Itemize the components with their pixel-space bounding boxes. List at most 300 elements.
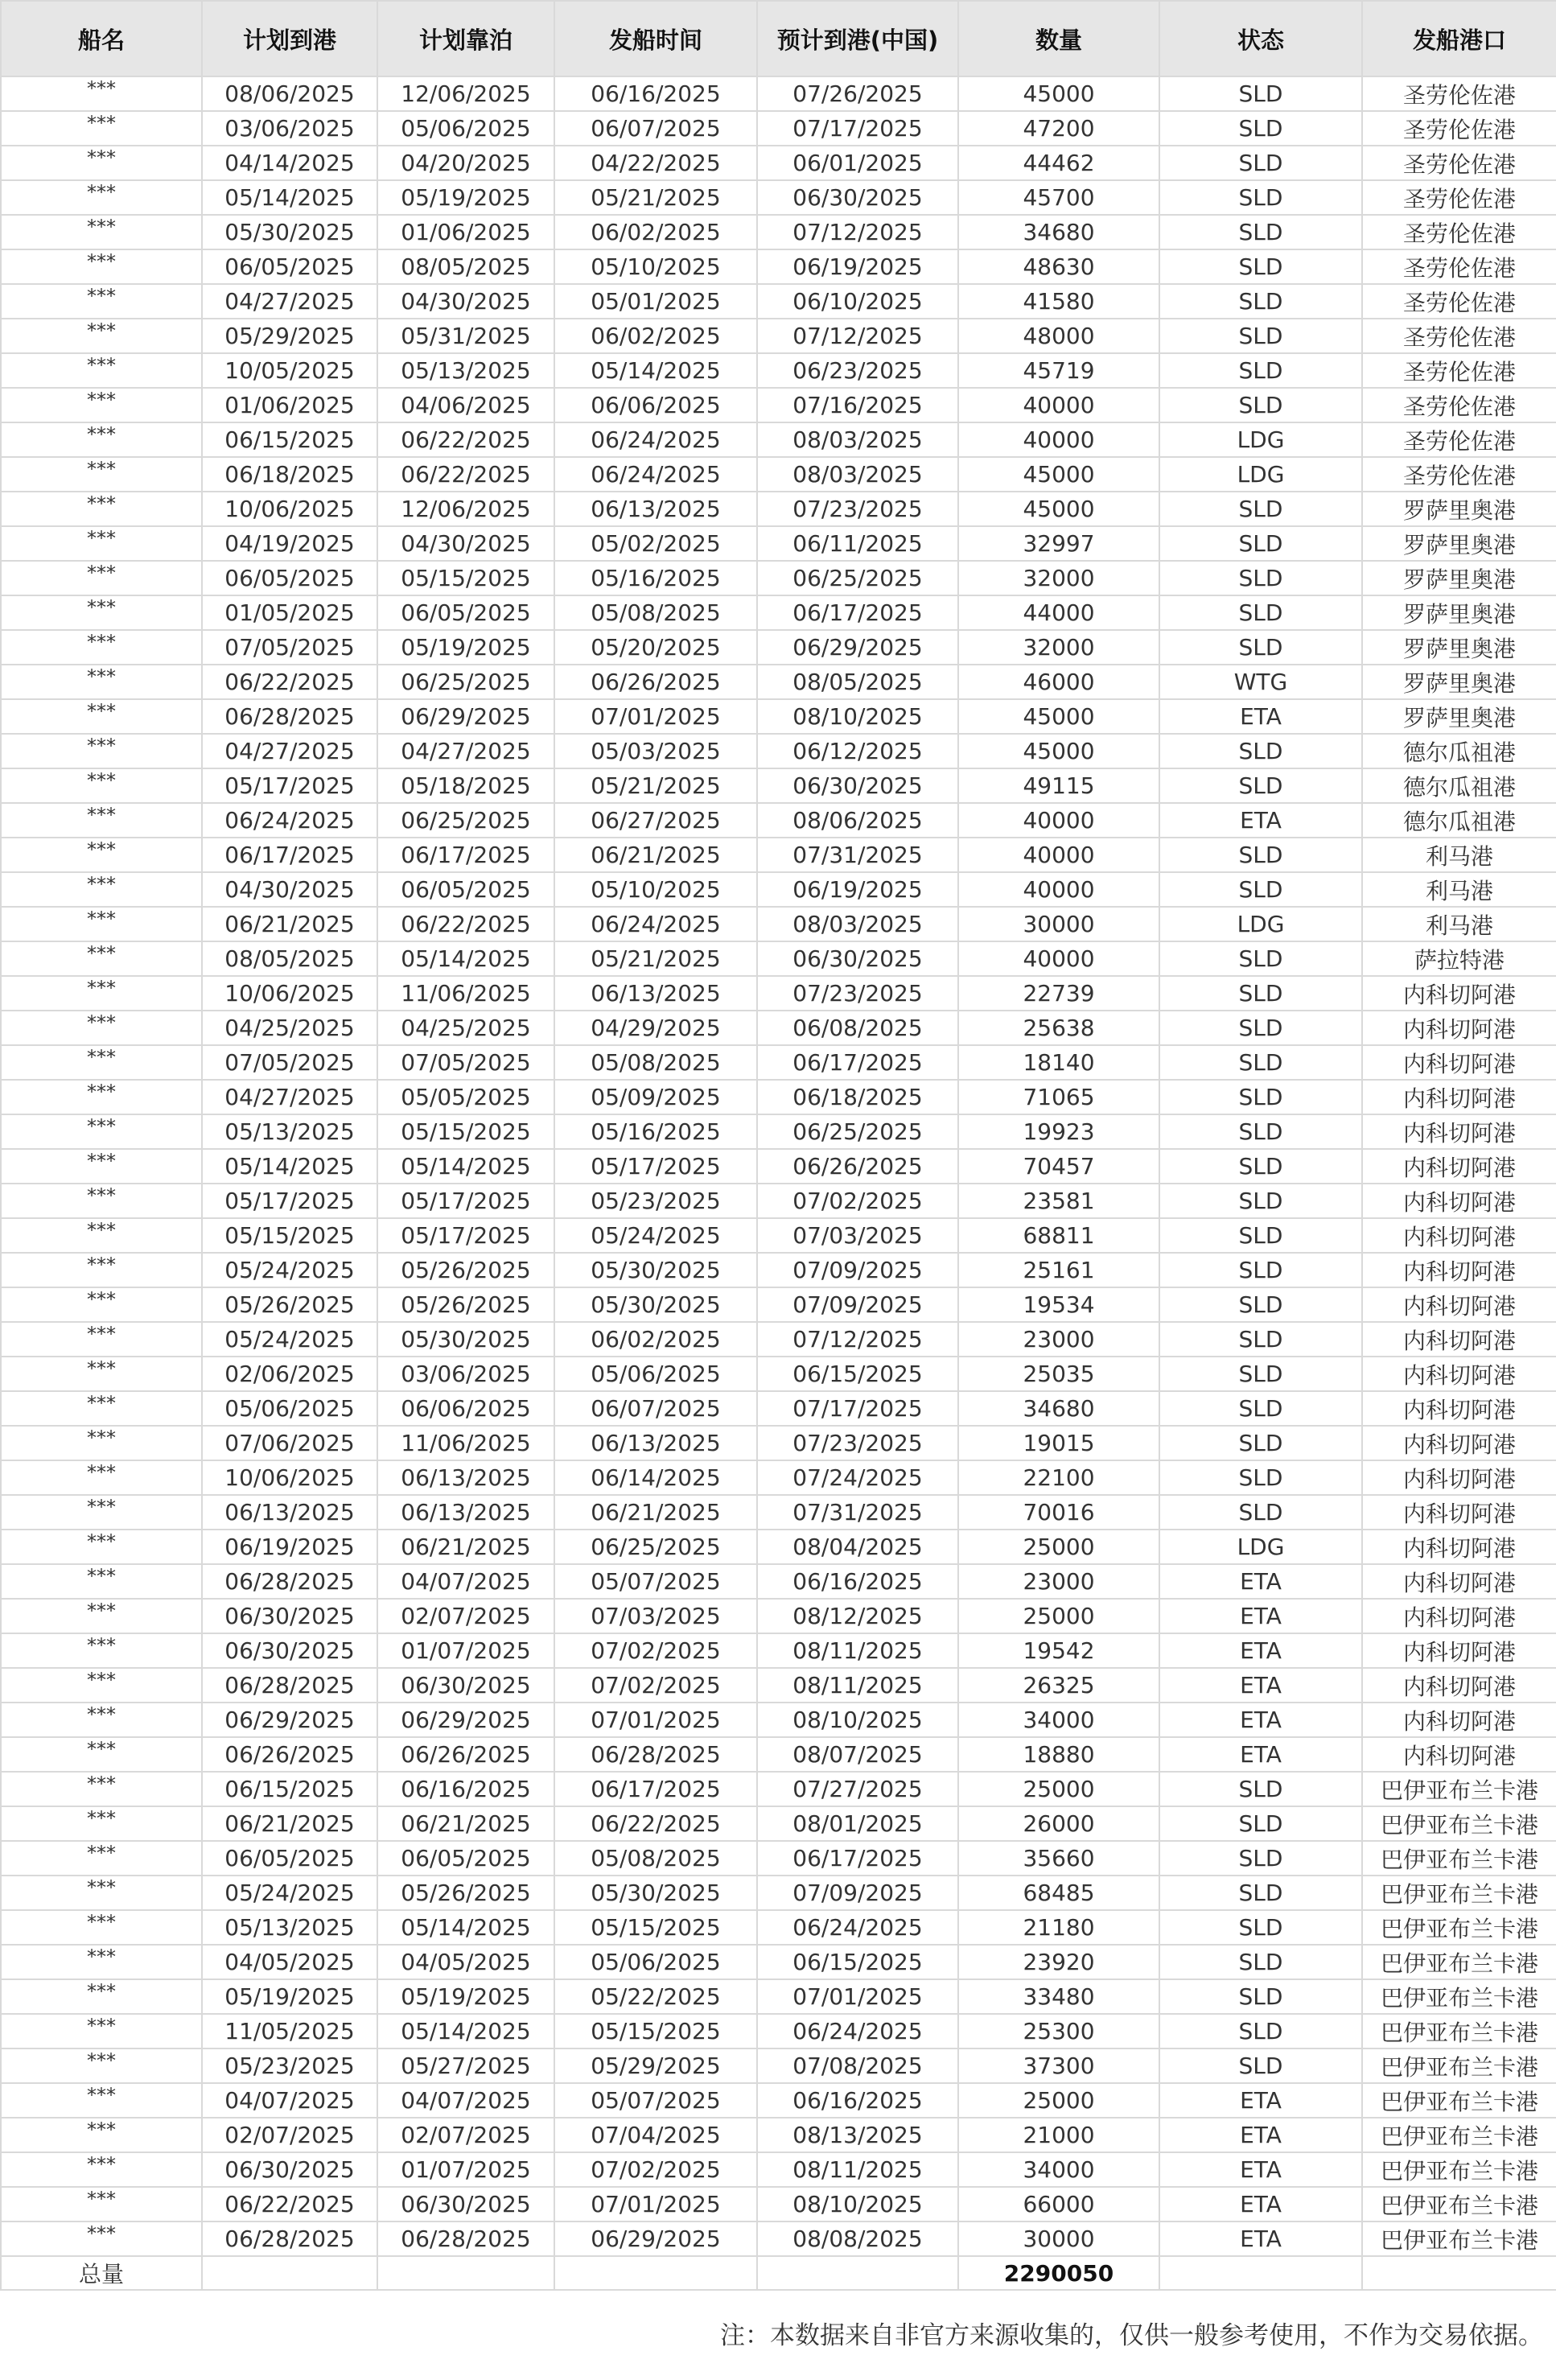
departure-port-cell: 圣劳伦佐港 [1362,76,1556,111]
planned-arrival-cell: 05/19/2025 [202,1979,377,2014]
departure-time-cell: 06/22/2025 [554,1806,757,1841]
quantity-cell: 34680 [958,1391,1159,1426]
status-cell: ETA [1159,2118,1362,2152]
status-cell: SLD [1159,1045,1362,1080]
table-row [1,526,1556,561]
departure-time-cell: 05/17/2025 [554,1149,757,1184]
planned-arrival-cell: 04/14/2025 [202,146,377,180]
total-empty-cell [1362,2256,1556,2290]
planned-berthing-cell: 04/06/2025 [377,388,554,422]
departure-time-cell: 06/13/2025 [554,492,757,526]
table-row [1,1287,1556,1322]
table-row [1,1184,1556,1218]
vessel-name-cell: *** [1,1391,202,1426]
eta-china-cell: 08/10/2025 [757,2187,958,2221]
planned-arrival-cell: 06/19/2025 [202,1530,377,1564]
departure-port-cell: 巴伊亚布兰卡港 [1362,2152,1556,2187]
status-cell: SLD [1159,561,1362,595]
vessel-name-cell: *** [1,941,202,976]
quantity-cell: 41580 [958,284,1159,319]
departure-port-cell: 巴伊亚布兰卡港 [1362,2049,1556,2083]
departure-port-cell: 内科切阿港 [1362,1149,1556,1184]
vessel-name-cell: *** [1,595,202,630]
departure-port-cell: 圣劳伦佐港 [1362,422,1556,457]
eta-china-cell: 08/11/2025 [757,1633,958,1668]
quantity-cell: 25000 [958,1599,1159,1633]
vessel-name-cell: *** [1,1945,202,1979]
eta-china-cell: 08/06/2025 [757,803,958,838]
planned-berthing-cell: 05/17/2025 [377,1184,554,1218]
planned-berthing-cell: 06/17/2025 [377,838,554,872]
quantity-cell: 35660 [958,1841,1159,1876]
planned-arrival-cell: 05/30/2025 [202,215,377,249]
planned-berthing-cell: 01/07/2025 [377,2152,554,2187]
table-row [1,768,1556,803]
departure-port-cell: 德尔瓜祖港 [1362,768,1556,803]
departure-time-cell: 06/24/2025 [554,422,757,457]
departure-time-cell: 05/07/2025 [554,2083,757,2118]
planned-arrival-cell: 10/06/2025 [202,492,377,526]
eta-china-cell: 07/31/2025 [757,1495,958,1530]
status-cell: SLD [1159,1979,1362,2014]
planned-arrival-cell: 06/22/2025 [202,665,377,699]
departure-port-cell: 内科切阿港 [1362,1460,1556,1495]
vessel-name-cell: *** [1,388,202,422]
departure-port-cell: 利马港 [1362,907,1556,941]
status-cell: ETA [1159,1599,1362,1633]
disclaimer-footnote: 注：本数据来自非官方来源收集的，仅供一般参考使用，不作为交易依据。 [720,2321,1543,2350]
status-cell: ETA [1159,1633,1362,1668]
planned-arrival-cell: 04/27/2025 [202,284,377,319]
planned-arrival-cell: 05/29/2025 [202,319,377,353]
status-cell: SLD [1159,1184,1362,1218]
departure-time-cell: 04/22/2025 [554,146,757,180]
total-empty-cell [757,2256,958,2290]
status-cell: SLD [1159,595,1362,630]
vessel-name-cell: *** [1,180,202,215]
table-row [1,803,1556,838]
planned-arrival-cell: 02/07/2025 [202,2118,377,2152]
departure-time-cell: 06/29/2025 [554,2221,757,2256]
planned-arrival-cell: 05/14/2025 [202,1149,377,1184]
planned-berthing-cell: 06/22/2025 [377,422,554,457]
departure-time-cell: 04/29/2025 [554,1011,757,1045]
table-row [1,1737,1556,1772]
quantity-cell: 48000 [958,319,1159,353]
departure-time-cell: 05/03/2025 [554,734,757,768]
eta-china-cell: 07/24/2025 [757,1460,958,1495]
planned-berthing-cell: 05/19/2025 [377,180,554,215]
status-cell: SLD [1159,353,1362,388]
departure-port-cell: 内科切阿港 [1362,1633,1556,1668]
planned-arrival-cell: 06/05/2025 [202,561,377,595]
planned-berthing-cell: 11/06/2025 [377,1426,554,1460]
planned-arrival-cell: 06/05/2025 [202,249,377,284]
status-cell: LDG [1159,422,1362,457]
total-quantity: 2290050 [958,2256,1159,2290]
status-cell: SLD [1159,1218,1362,1253]
planned-berthing-cell: 06/30/2025 [377,1668,554,1703]
vessel-name-cell: *** [1,526,202,561]
quantity-cell: 68811 [958,1218,1159,1253]
status-cell: SLD [1159,2049,1362,2083]
vessel-name-cell: *** [1,1737,202,1772]
eta-china-cell: 07/26/2025 [757,76,958,111]
departure-port-cell: 内科切阿港 [1362,1011,1556,1045]
departure-port-cell: 内科切阿港 [1362,1045,1556,1080]
planned-berthing-cell: 05/06/2025 [377,111,554,146]
status-cell: SLD [1159,1080,1362,1114]
departure-time-cell: 05/01/2025 [554,284,757,319]
quantity-cell: 40000 [958,838,1159,872]
planned-arrival-cell: 05/24/2025 [202,1322,377,1357]
eta-china-cell: 06/29/2025 [757,630,958,665]
quantity-cell: 23000 [958,1322,1159,1357]
departure-port-cell: 利马港 [1362,838,1556,872]
planned-berthing-cell: 06/21/2025 [377,1806,554,1841]
departure-time-cell: 07/03/2025 [554,1599,757,1633]
status-cell: ETA [1159,1668,1362,1703]
departure-port-cell: 内科切阿港 [1362,1426,1556,1460]
planned-arrival-cell: 05/17/2025 [202,1184,377,1218]
departure-port-cell: 罗萨里奥港 [1362,665,1556,699]
departure-time-cell: 05/14/2025 [554,353,757,388]
quantity-cell: 26325 [958,1668,1159,1703]
departure-time-cell: 06/17/2025 [554,1772,757,1806]
departure-time-cell: 07/02/2025 [554,2152,757,2187]
status-cell: SLD [1159,249,1362,284]
status-cell: ETA [1159,2152,1362,2187]
quantity-cell: 22100 [958,1460,1159,1495]
departure-time-cell: 05/10/2025 [554,249,757,284]
eta-china-cell: 08/13/2025 [757,2118,958,2152]
planned-berthing-cell: 06/25/2025 [377,665,554,699]
table-row [1,941,1556,976]
vessel-name-cell: *** [1,976,202,1011]
departure-time-cell: 05/21/2025 [554,768,757,803]
quantity-cell: 40000 [958,803,1159,838]
planned-arrival-cell: 05/17/2025 [202,768,377,803]
departure-time-cell: 05/21/2025 [554,180,757,215]
eta-china-cell: 06/11/2025 [757,526,958,561]
table-row [1,1426,1556,1460]
departure-port-cell: 圣劳伦佐港 [1362,111,1556,146]
departure-time-cell: 05/08/2025 [554,1045,757,1080]
departure-port-cell: 内科切阿港 [1362,1184,1556,1218]
departure-time-cell: 05/10/2025 [554,872,757,907]
vessel-name-cell: *** [1,699,202,734]
status-cell: SLD [1159,1806,1362,1841]
table-body [1,76,1556,2256]
status-cell: SLD [1159,146,1362,180]
departure-time-cell: 06/07/2025 [554,1391,757,1426]
departure-time-cell: 06/16/2025 [554,76,757,111]
eta-china-cell: 06/16/2025 [757,2083,958,2118]
vessel-name-cell: *** [1,1806,202,1841]
planned-berthing-cell: 04/25/2025 [377,1011,554,1045]
eta-china-cell: 08/03/2025 [757,422,958,457]
vessel-name-cell: *** [1,2187,202,2221]
departure-time-cell: 05/06/2025 [554,1945,757,1979]
status-cell: SLD [1159,1253,1362,1287]
vessel-name-cell: *** [1,1218,202,1253]
planned-berthing-cell: 06/26/2025 [377,1737,554,1772]
departure-time-cell: 05/29/2025 [554,2049,757,2083]
departure-port-cell: 罗萨里奥港 [1362,561,1556,595]
planned-arrival-cell: 06/05/2025 [202,1841,377,1876]
table-row [1,76,1556,111]
planned-arrival-cell: 04/05/2025 [202,1945,377,1979]
eta-china-cell: 06/15/2025 [757,1357,958,1391]
departure-time-cell: 05/16/2025 [554,1114,757,1149]
vessel-name-cell: *** [1,492,202,526]
vessel-name-cell: *** [1,768,202,803]
status-cell: WTG [1159,665,1362,699]
status-cell: SLD [1159,2014,1362,2049]
eta-china-cell: 08/12/2025 [757,1599,958,1633]
eta-china-cell: 07/23/2025 [757,1426,958,1460]
table-row [1,630,1556,665]
eta-china-cell: 07/03/2025 [757,1218,958,1253]
status-cell: ETA [1159,2083,1362,2118]
status-cell: ETA [1159,1737,1362,1772]
departure-time-cell: 06/06/2025 [554,388,757,422]
planned-arrival-cell: 04/25/2025 [202,1011,377,1045]
vessel-name-cell: *** [1,1772,202,1806]
departure-port-cell: 利马港 [1362,872,1556,907]
eta-china-cell: 06/17/2025 [757,595,958,630]
planned-berthing-cell: 06/29/2025 [377,699,554,734]
col-header-eta-china: 预计到港(中国) [757,1,958,76]
status-cell: SLD [1159,1011,1362,1045]
table-row [1,1080,1556,1114]
eta-china-cell: 06/25/2025 [757,1114,958,1149]
eta-china-cell: 08/01/2025 [757,1806,958,1841]
table-row [1,1979,1556,2014]
departure-time-cell: 07/01/2025 [554,1703,757,1737]
planned-arrival-cell: 05/06/2025 [202,1391,377,1426]
status-cell: SLD [1159,284,1362,319]
vessel-name-cell: *** [1,1841,202,1876]
planned-berthing-cell: 05/26/2025 [377,1253,554,1287]
table-row [1,872,1556,907]
status-cell: SLD [1159,1426,1362,1460]
status-cell: ETA [1159,2221,1362,2256]
quantity-cell: 45000 [958,492,1159,526]
col-header-departure-port: 发船港口 [1362,1,1556,76]
vessel-name-cell: *** [1,1011,202,1045]
departure-port-cell: 内科切阿港 [1362,1703,1556,1737]
vessel-name-cell: *** [1,422,202,457]
planned-arrival-cell: 06/24/2025 [202,803,377,838]
table-row [1,1357,1556,1391]
quantity-cell: 34000 [958,2152,1159,2187]
planned-arrival-cell: 05/13/2025 [202,1114,377,1149]
vessel-name-cell: *** [1,1149,202,1184]
planned-arrival-cell: 05/24/2025 [202,1253,377,1287]
quantity-cell: 19534 [958,1287,1159,1322]
planned-berthing-cell: 06/05/2025 [377,595,554,630]
quantity-cell: 25000 [958,1772,1159,1806]
planned-arrival-cell: 01/05/2025 [202,595,377,630]
planned-arrival-cell: 06/21/2025 [202,907,377,941]
quantity-cell: 45700 [958,180,1159,215]
quantity-cell: 21180 [958,1910,1159,1945]
departure-port-cell: 罗萨里奥港 [1362,630,1556,665]
table-row [1,1530,1556,1564]
eta-china-cell: 08/10/2025 [757,699,958,734]
table-row [1,1668,1556,1703]
table-row [1,2221,1556,2256]
eta-china-cell: 08/08/2025 [757,2221,958,2256]
quantity-cell: 21000 [958,2118,1159,2152]
departure-port-cell: 内科切阿港 [1362,1322,1556,1357]
eta-china-cell: 06/30/2025 [757,768,958,803]
vessel-name-cell: *** [1,1460,202,1495]
table-row [1,1149,1556,1184]
departure-time-cell: 06/02/2025 [554,319,757,353]
status-cell: SLD [1159,976,1362,1011]
quantity-cell: 45000 [958,699,1159,734]
quantity-cell: 25161 [958,1253,1159,1287]
planned-berthing-cell: 04/07/2025 [377,1564,554,1599]
departure-time-cell: 07/02/2025 [554,1668,757,1703]
table-row [1,457,1556,492]
departure-time-cell: 05/30/2025 [554,1876,757,1910]
status-cell: SLD [1159,180,1362,215]
col-header-status: 状态 [1159,1,1362,76]
status-cell: SLD [1159,1841,1362,1876]
departure-time-cell: 05/15/2025 [554,1910,757,1945]
quantity-cell: 32000 [958,561,1159,595]
departure-port-cell: 圣劳伦佐港 [1362,388,1556,422]
planned-berthing-cell: 05/17/2025 [377,1218,554,1253]
eta-china-cell: 06/19/2025 [757,872,958,907]
vessel-name-cell: *** [1,1184,202,1218]
quantity-cell: 19923 [958,1114,1159,1149]
planned-berthing-cell: 06/05/2025 [377,1841,554,1876]
planned-berthing-cell: 06/29/2025 [377,1703,554,1737]
planned-arrival-cell: 08/05/2025 [202,941,377,976]
planned-berthing-cell: 12/06/2025 [377,492,554,526]
col-header-planned-berthing: 计划靠泊 [377,1,554,76]
planned-berthing-cell: 04/05/2025 [377,1945,554,1979]
status-cell: SLD [1159,872,1362,907]
table-row [1,2152,1556,2187]
vessel-name-cell: *** [1,284,202,319]
status-cell: SLD [1159,768,1362,803]
departure-port-cell: 巴伊亚布兰卡港 [1362,2221,1556,2256]
planned-berthing-cell: 07/05/2025 [377,1045,554,1080]
quantity-cell: 33480 [958,1979,1159,2014]
planned-arrival-cell: 08/06/2025 [202,76,377,111]
table-row [1,1322,1556,1357]
table-row [1,1045,1556,1080]
vessel-name-cell: *** [1,1979,202,2014]
planned-berthing-cell: 05/18/2025 [377,768,554,803]
vessel-name-cell: *** [1,76,202,111]
planned-arrival-cell: 06/18/2025 [202,457,377,492]
planned-arrival-cell: 05/14/2025 [202,180,377,215]
status-cell: SLD [1159,526,1362,561]
planned-berthing-cell: 06/30/2025 [377,2187,554,2221]
quantity-cell: 37300 [958,2049,1159,2083]
departure-time-cell: 05/02/2025 [554,526,757,561]
planned-berthing-cell: 04/07/2025 [377,2083,554,2118]
table-row [1,2187,1556,2221]
eta-china-cell: 06/01/2025 [757,146,958,180]
planned-berthing-cell: 12/06/2025 [377,76,554,111]
departure-port-cell: 圣劳伦佐港 [1362,319,1556,353]
status-cell: SLD [1159,1391,1362,1426]
planned-berthing-cell: 04/30/2025 [377,284,554,319]
planned-arrival-cell: 06/30/2025 [202,1633,377,1668]
quantity-cell: 25300 [958,2014,1159,2049]
quantity-cell: 30000 [958,2221,1159,2256]
vessel-name-cell: *** [1,2014,202,2049]
table-row [1,1218,1556,1253]
departure-port-cell: 内科切阿港 [1362,1564,1556,1599]
status-cell: SLD [1159,1945,1362,1979]
vessel-name-cell: *** [1,111,202,146]
departure-port-cell: 内科切阿港 [1362,1080,1556,1114]
planned-arrival-cell: 05/13/2025 [202,1910,377,1945]
table-row [1,492,1556,526]
vessel-name-cell: *** [1,1253,202,1287]
col-header-vessel-name: 船名 [1,1,202,76]
eta-china-cell: 07/08/2025 [757,2049,958,2083]
quantity-cell: 45000 [958,734,1159,768]
eta-china-cell: 06/19/2025 [757,249,958,284]
vessel-name-cell: *** [1,215,202,249]
departure-time-cell: 05/07/2025 [554,1564,757,1599]
departure-port-cell: 巴伊亚布兰卡港 [1362,1806,1556,1841]
quantity-cell: 25035 [958,1357,1159,1391]
quantity-cell: 25000 [958,2083,1159,2118]
planned-berthing-cell: 06/21/2025 [377,1530,554,1564]
eta-china-cell: 08/11/2025 [757,2152,958,2187]
status-cell: LDG [1159,907,1362,941]
planned-berthing-cell: 05/15/2025 [377,1114,554,1149]
planned-berthing-cell: 06/28/2025 [377,2221,554,2256]
table-row [1,1460,1556,1495]
departure-time-cell: 05/06/2025 [554,1357,757,1391]
departure-time-cell: 05/20/2025 [554,630,757,665]
departure-port-cell: 罗萨里奥港 [1362,699,1556,734]
status-cell: SLD [1159,319,1362,353]
departure-port-cell: 内科切阿港 [1362,1599,1556,1633]
eta-china-cell: 08/10/2025 [757,1703,958,1737]
planned-berthing-cell: 06/22/2025 [377,907,554,941]
eta-china-cell: 08/04/2025 [757,1530,958,1564]
planned-berthing-cell: 05/14/2025 [377,2014,554,2049]
vessel-name-cell: *** [1,1910,202,1945]
departure-time-cell: 06/25/2025 [554,1530,757,1564]
total-empty-cell [554,2256,757,2290]
vessel-name-cell: *** [1,1426,202,1460]
eta-china-cell: 07/17/2025 [757,1391,958,1426]
col-header-departure-time: 发船时间 [554,1,757,76]
eta-china-cell: 07/23/2025 [757,492,958,526]
quantity-cell: 40000 [958,388,1159,422]
planned-berthing-cell: 02/07/2025 [377,2118,554,2152]
planned-berthing-cell: 02/07/2025 [377,1599,554,1633]
eta-china-cell: 06/26/2025 [757,1149,958,1184]
departure-port-cell: 巴伊亚布兰卡港 [1362,1945,1556,1979]
planned-berthing-cell: 04/30/2025 [377,526,554,561]
planned-arrival-cell: 11/05/2025 [202,2014,377,2049]
departure-port-cell: 圣劳伦佐港 [1362,353,1556,388]
